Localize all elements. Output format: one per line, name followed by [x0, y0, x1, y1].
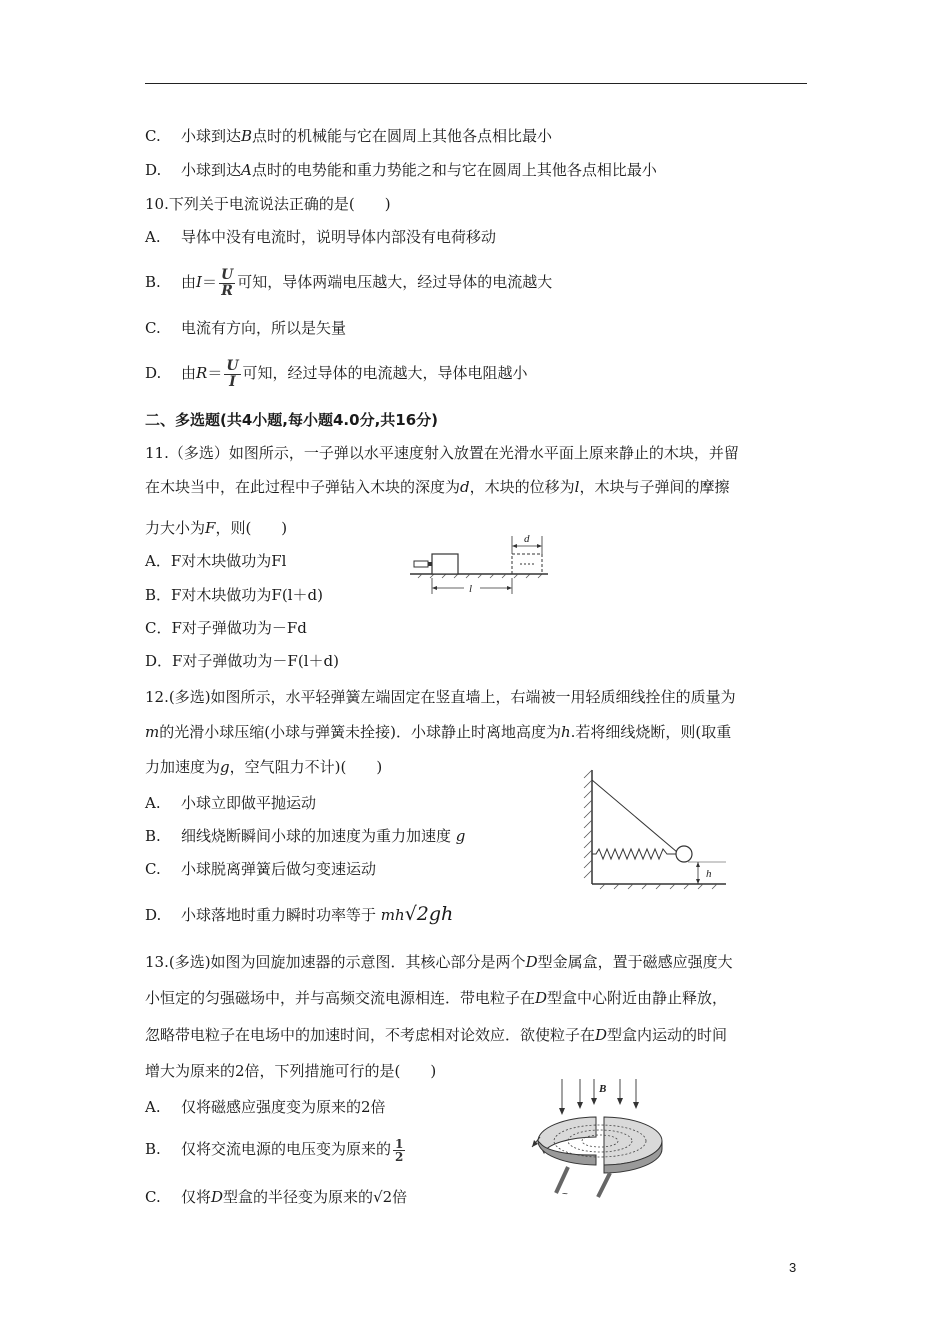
q11-line-2: 在木块当中，在此过程中子弹钻入木块的深度为d，木块的位移为l，木块与子弹间的摩擦: [145, 478, 730, 496]
q12-option-c: C. 小球脱离弹簧后做匀变速运动: [145, 860, 377, 878]
q13-line-2: 小恒定的匀强磁场中，并与高频交流电源相连．带电粒子在D型盒中心附近由静止释放，: [145, 989, 728, 1007]
fraction-one-half: $\frac{1}{2}$: [395, 1136, 404, 1164]
q11-line-1: 11.（多选）如图所示，一子弹以水平速度射入放置在光滑水平面上原来静止的木块，并留: [145, 444, 739, 462]
q10-option-a: A. 导体中没有电流时，说明导体内部没有电荷移动: [145, 228, 497, 246]
q11-line-3: 力大小为F，则( ): [145, 519, 288, 537]
q13-option-b: B. 仅将交流电源的电压变为原来的 $\frac{1}{2}$: [145, 1136, 404, 1164]
q11-option-a: A．F对木块做功为Fl: [145, 552, 287, 570]
fraction-u-over-r: $\frac{U}{R}$: [220, 266, 234, 299]
q12-option-b: B. 细线烧断瞬间小球的加速度为重力加速度 g: [145, 827, 466, 845]
label-h: h: [706, 868, 712, 880]
fraction-u-over-i: $\frac{U}{I}$: [226, 357, 239, 390]
q13-option-c: C. 仅将D型盒的半径变为原来的√2倍: [145, 1188, 408, 1206]
spring-ball-diagram: [580, 766, 730, 890]
section-heading: 二、多选题(共4小题,每小题4.0分,共16分): [145, 411, 438, 429]
page-number: 3: [789, 1260, 797, 1275]
sqrt-2gh: √2gh: [404, 903, 454, 925]
bullet-block-diagram: [408, 528, 550, 596]
q13-option-a: A. 仅将磁感应强度变为原来的2倍: [145, 1098, 386, 1116]
label-d: d: [524, 533, 530, 545]
q9-option-c: C. 小球到达B点时的机械能与它在圆周上其他各点相比最小: [145, 127, 553, 145]
label-tilde: ~: [562, 1189, 568, 1199]
cyclotron-diagram: [528, 1075, 670, 1199]
q11-option-b: B．F对木块做功为F(l＋d): [145, 586, 323, 604]
q12-line-2: m的光滑小球压缩(小球与弹簧未拴接)．小球静止时离地高度为h.若将细线烧断，则(取重: [145, 723, 732, 741]
q13-line-3: 忽略带电粒子在电场中的加速时间，不考虑相对论效应．欲使粒子在D型盒内运动的时间: [145, 1026, 728, 1044]
q12-line-1: 12.(多选)如图所示，水平轻弹簧左端固定在竖直墙上，右端被一用轻质细线拴住的质量为: [145, 688, 736, 706]
q10-option-c: C. 电流有方向，所以是矢量: [145, 319, 347, 337]
q13-line-4: 增大为原来的2倍，下列措施可行的是( ): [145, 1062, 437, 1080]
q12-line-3: 力加速度为g，空气阻力不计)( ): [145, 758, 383, 776]
header-rule: [145, 83, 807, 84]
q13-line-1: 13.(多选)如图为回旋加速器的示意图．其核心部分是两个D型金属盒，置于磁感应强度大: [145, 953, 733, 971]
label-l: l: [469, 583, 473, 595]
q11-option-d: D．F对子弹做功为－F(l＋d): [145, 652, 339, 670]
label-b: B: [599, 1083, 607, 1095]
q11-option-c: C．F对子弹做功为－Fd: [145, 619, 307, 637]
q12-option-a: A. 小球立即做平抛运动: [145, 794, 317, 812]
q10-option-b: B. 由I＝ $\frac{U}{R}$ 可知，导体两端电压越大，经过导体的电流越大: [145, 266, 553, 299]
q12-option-d: D. 小球落地时重力瞬时功率等于 mh√2gh: [145, 903, 454, 925]
q10-stem: 10.下列关于电流说法正确的是( ): [145, 195, 391, 213]
q10-option-d: D. 由R＝ $\frac{U}{I}$ 可知，经过导体的电流越大，导体电阻越小: [145, 357, 528, 390]
q9-option-d: D. 小球到达A点时的电势能和重力势能之和与它在圆周上其他各点相比最小: [145, 161, 657, 179]
